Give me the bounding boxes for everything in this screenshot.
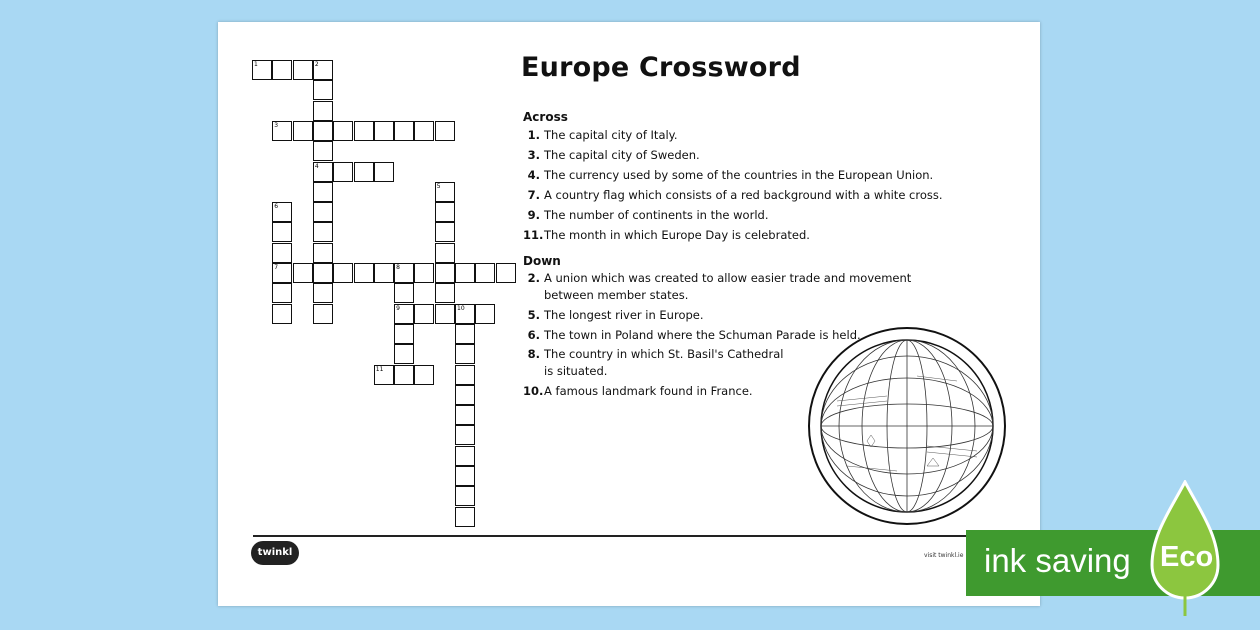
crossword-cell[interactable]: [313, 121, 333, 141]
clue-down-6: 6. The town in Poland where the Schuman Parade is held.: [527, 328, 861, 342]
crossword-cell[interactable]: [435, 243, 455, 263]
across-heading: Across: [523, 110, 568, 124]
crossword-cell[interactable]: [414, 263, 434, 283]
clue-number-label: 4: [314, 162, 319, 170]
clue-number-label: 7: [274, 264, 279, 271]
crossword-cell[interactable]: [455, 344, 475, 364]
crossword-cell[interactable]: [272, 222, 292, 242]
crossword-cell[interactable]: [313, 182, 333, 202]
crossword-cell[interactable]: [475, 304, 495, 324]
crossword-cell[interactable]: [475, 263, 495, 283]
crossword-cell[interactable]: [394, 324, 414, 344]
crossword-cell[interactable]: [293, 60, 313, 80]
clue-across-1: 1. The capital city of Italy.: [527, 128, 678, 142]
clue-number-label: 1: [254, 61, 258, 68]
crossword-cell[interactable]: [455, 263, 475, 283]
crossword-cell[interactable]: [313, 202, 333, 222]
crossword-cell[interactable]: [313, 101, 333, 121]
crossword-cell[interactable]: [272, 304, 292, 324]
crossword-cell[interactable]: [435, 304, 455, 324]
worksheet: [218, 22, 1040, 606]
clue-across-11: 11. The month in which Europe Day is celebrated.: [523, 228, 810, 242]
crossword-cell[interactable]: [455, 405, 475, 425]
clue-across-4: 4. The currency used by some of the countries in the European Union.: [527, 168, 934, 182]
crossword-cell[interactable]: [354, 121, 374, 141]
crossword-cell[interactable]: [455, 425, 475, 445]
crossword-cell[interactable]: [313, 80, 333, 100]
crossword-cell[interactable]: [313, 222, 333, 242]
clue-number-label: 9: [396, 304, 400, 312]
crossword-cell[interactable]: [455, 324, 475, 344]
crossword-cell[interactable]: [293, 121, 313, 141]
clue-number-label: 8: [396, 264, 400, 271]
crossword-cell[interactable]: [455, 486, 475, 506]
crossword-cell[interactable]: [455, 446, 475, 466]
crossword-cell[interactable]: [272, 243, 292, 263]
clue-across-9: 9. The number of continents in the world.: [527, 208, 769, 222]
twinkl-logo: twinkl: [251, 541, 299, 565]
clue-down-5: 5. The longest river in Europe.: [527, 308, 704, 322]
across-clues: [523, 125, 953, 245]
crossword-cell[interactable]: [374, 263, 394, 283]
clue-number-label: 10: [457, 304, 465, 312]
crossword-cell[interactable]: [414, 304, 434, 324]
footer-divider: [253, 535, 1005, 537]
crossword-cell[interactable]: [313, 283, 333, 303]
clue-number-label: 2: [314, 61, 319, 68]
crossword-cell[interactable]: [313, 304, 333, 324]
crossword-cell[interactable]: [374, 162, 394, 182]
crossword-cell[interactable]: [354, 162, 374, 182]
clue-across-7: 7. A country flag which consists of a red background with a white cross.: [527, 188, 943, 202]
crossword-cell[interactable]: [455, 385, 475, 405]
clue-number-label: 6: [274, 203, 279, 211]
clue-down-10: 10. A famous landmark found in France.: [523, 384, 753, 398]
crossword-cell[interactable]: [455, 365, 475, 385]
crossword-cell[interactable]: [435, 202, 455, 222]
crossword-cell[interactable]: [414, 121, 434, 141]
crossword-cell[interactable]: [394, 283, 414, 303]
footer-visit-text: visit twinkl.ie: [924, 552, 964, 559]
page-title: Europe Crossword: [521, 52, 801, 83]
globe-illustration: [807, 326, 1007, 526]
crossword-cell[interactable]: [455, 466, 475, 486]
crossword-cell[interactable]: [272, 60, 292, 80]
crossword-cell[interactable]: [394, 121, 414, 141]
crossword-cell[interactable]: [394, 365, 414, 385]
crossword-cell[interactable]: [374, 121, 394, 141]
crossword-cell[interactable]: [414, 365, 434, 385]
crossword-cell[interactable]: [293, 263, 313, 283]
crossword-cell[interactable]: [435, 283, 455, 303]
eco-label: Eco: [1160, 541, 1214, 573]
crossword-cell[interactable]: [435, 263, 455, 283]
clue-number-label: 11: [375, 365, 384, 373]
crossword-cell[interactable]: [333, 121, 353, 141]
crossword-cell[interactable]: [313, 263, 333, 283]
crossword-cell[interactable]: [354, 263, 374, 283]
crossword-cell[interactable]: [333, 162, 353, 182]
clue-down-8: 8. The country in which St. Basil's Cathedral is situated.: [527, 347, 784, 378]
badge-label: ink saving: [984, 542, 1131, 579]
crossword-cell[interactable]: [394, 344, 414, 364]
clue-number-label: 5: [436, 182, 441, 190]
crossword-cell[interactable]: [333, 263, 353, 283]
clue-across-3: 3. The capital city of Sweden.: [527, 148, 700, 162]
down-heading: Down: [523, 254, 561, 268]
crossword-cell[interactable]: [313, 243, 333, 263]
crossword-cell[interactable]: [435, 222, 455, 242]
crossword-cell[interactable]: [496, 263, 516, 283]
crossword-cell[interactable]: [313, 141, 333, 161]
crossword-cell[interactable]: [435, 121, 455, 141]
clue-down-2: 2. A union which was created to allow easier trade and movement between member states.: [527, 271, 912, 302]
crossword-cell[interactable]: [455, 507, 475, 527]
crossword-cell[interactable]: [272, 283, 292, 303]
clue-number-label: 3: [274, 121, 279, 129]
